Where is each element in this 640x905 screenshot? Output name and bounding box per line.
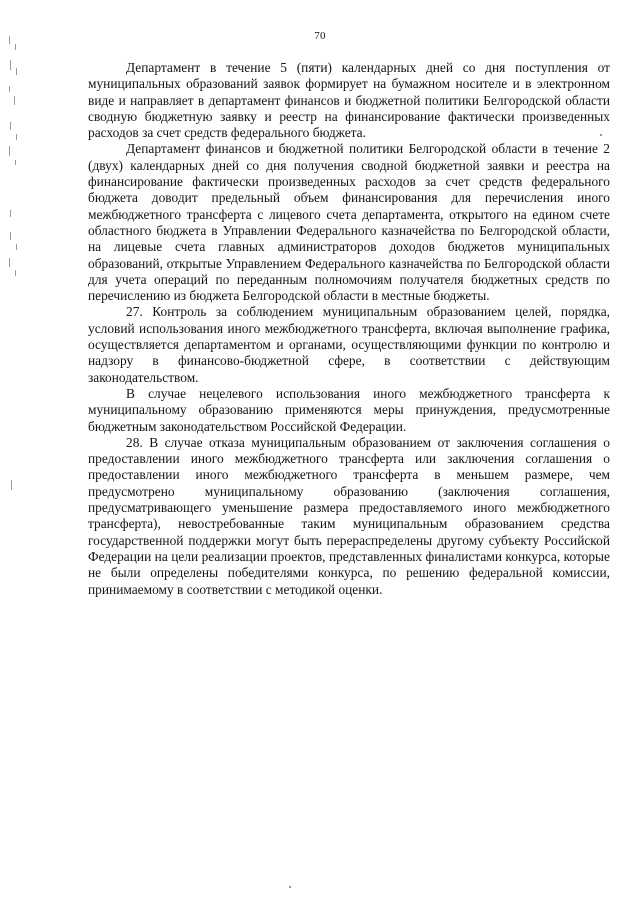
scan-mark (15, 44, 16, 50)
paragraph-clause-28-refusal: 28. В случае отказа муниципальным образованием от заключения соглашения о предоставлении иного межбюджетного трансферта или заключения соглашения о предоставлении иного межбюджетного трансферта в меньшем размере, чем предусмотрено муниципальному образованию (заключения соглашения, предусматривающего уменьшение размера предоставляемого иного межбюджетного трансферта), невостребованные таким муниципальным образованием средства государственной поддержки могут быть перераспределены другому субъекту Российской Федерации на цели реализации проектов, представленных финалистами конкурса, которые не были определены победителями конкурса, по решению федеральной комиссии, принимаемому в соответствии с методикой оценки. (88, 434, 610, 597)
scan-mark (16, 134, 17, 140)
scan-edge-artifacts (0, 0, 30, 905)
scan-mark (15, 270, 16, 276)
scan-dot (600, 134, 602, 136)
paragraph-department-submission: Департамент в течение 5 (пяти) календарных дней со дня поступления от муниципальных образований заявок формирует на бумажном носителе и в электронном виде и направляет в департамент финансов и бюджетной политики Белгородской области сводную бюджетную заявку и реестр на финансирование фактически произведенных расходов за счет средств федерального бюджета. (88, 60, 610, 141)
scan-mark (10, 232, 11, 240)
scan-mark (9, 146, 10, 156)
paragraph-misuse-enforcement: В случае нецелевого использования иного межбюджетного трансферта к муниципальному образованию применяются меры принуждения, предусмотренные бюджетным законодательством Российской Федерации. (88, 385, 610, 434)
scan-mark (9, 86, 10, 92)
scan-mark (16, 244, 17, 250)
scan-dot (289, 886, 291, 888)
scan-mark (11, 480, 12, 490)
document-body (88, 60, 610, 598)
scan-mark (16, 68, 17, 75)
scan-mark (10, 122, 11, 130)
paragraph-clause-27-control: 27. Контроль за соблюдением муниципальным образованием целей, порядка, условий использования иного межбюджетного трансферта, включая выполнение графика, осуществляется департаментом и органами, осуществляющими функции по контролю и надзору в финансово-бюджетной сфере, в соответствии с действующим законодательством. (88, 304, 610, 385)
paragraph-finance-department-funding: Департамент финансов и бюджетной политики Белгородской области в течение 2 (двух) календарных дней со дня получения сводной бюджетной заявки и реестра на финансирование фактически произведенных расходов за счет средств федерального бюджета доводит предельный объем финансирования для перечисления иного межбюджетного трансферта с лицевого счета департамента, открытого на едином счете областного бюджета в Управлении Федерального казначейства по Белгородской области, на лицевые счета главных администраторов доходов бюджетов муниципальных образований, открытые Управлением Федерального казначейства по Белгородской области для учета операций по переданным полномочиям получателя бюджетных средств по перечислению из бюджета Белгородской области в местные бюджеты. (88, 141, 610, 304)
page-number: 70 (314, 30, 326, 42)
scan-mark (15, 160, 16, 165)
scan-mark (10, 60, 11, 70)
scan-mark (10, 210, 11, 217)
scan-mark (9, 258, 10, 267)
scan-mark (14, 96, 15, 105)
